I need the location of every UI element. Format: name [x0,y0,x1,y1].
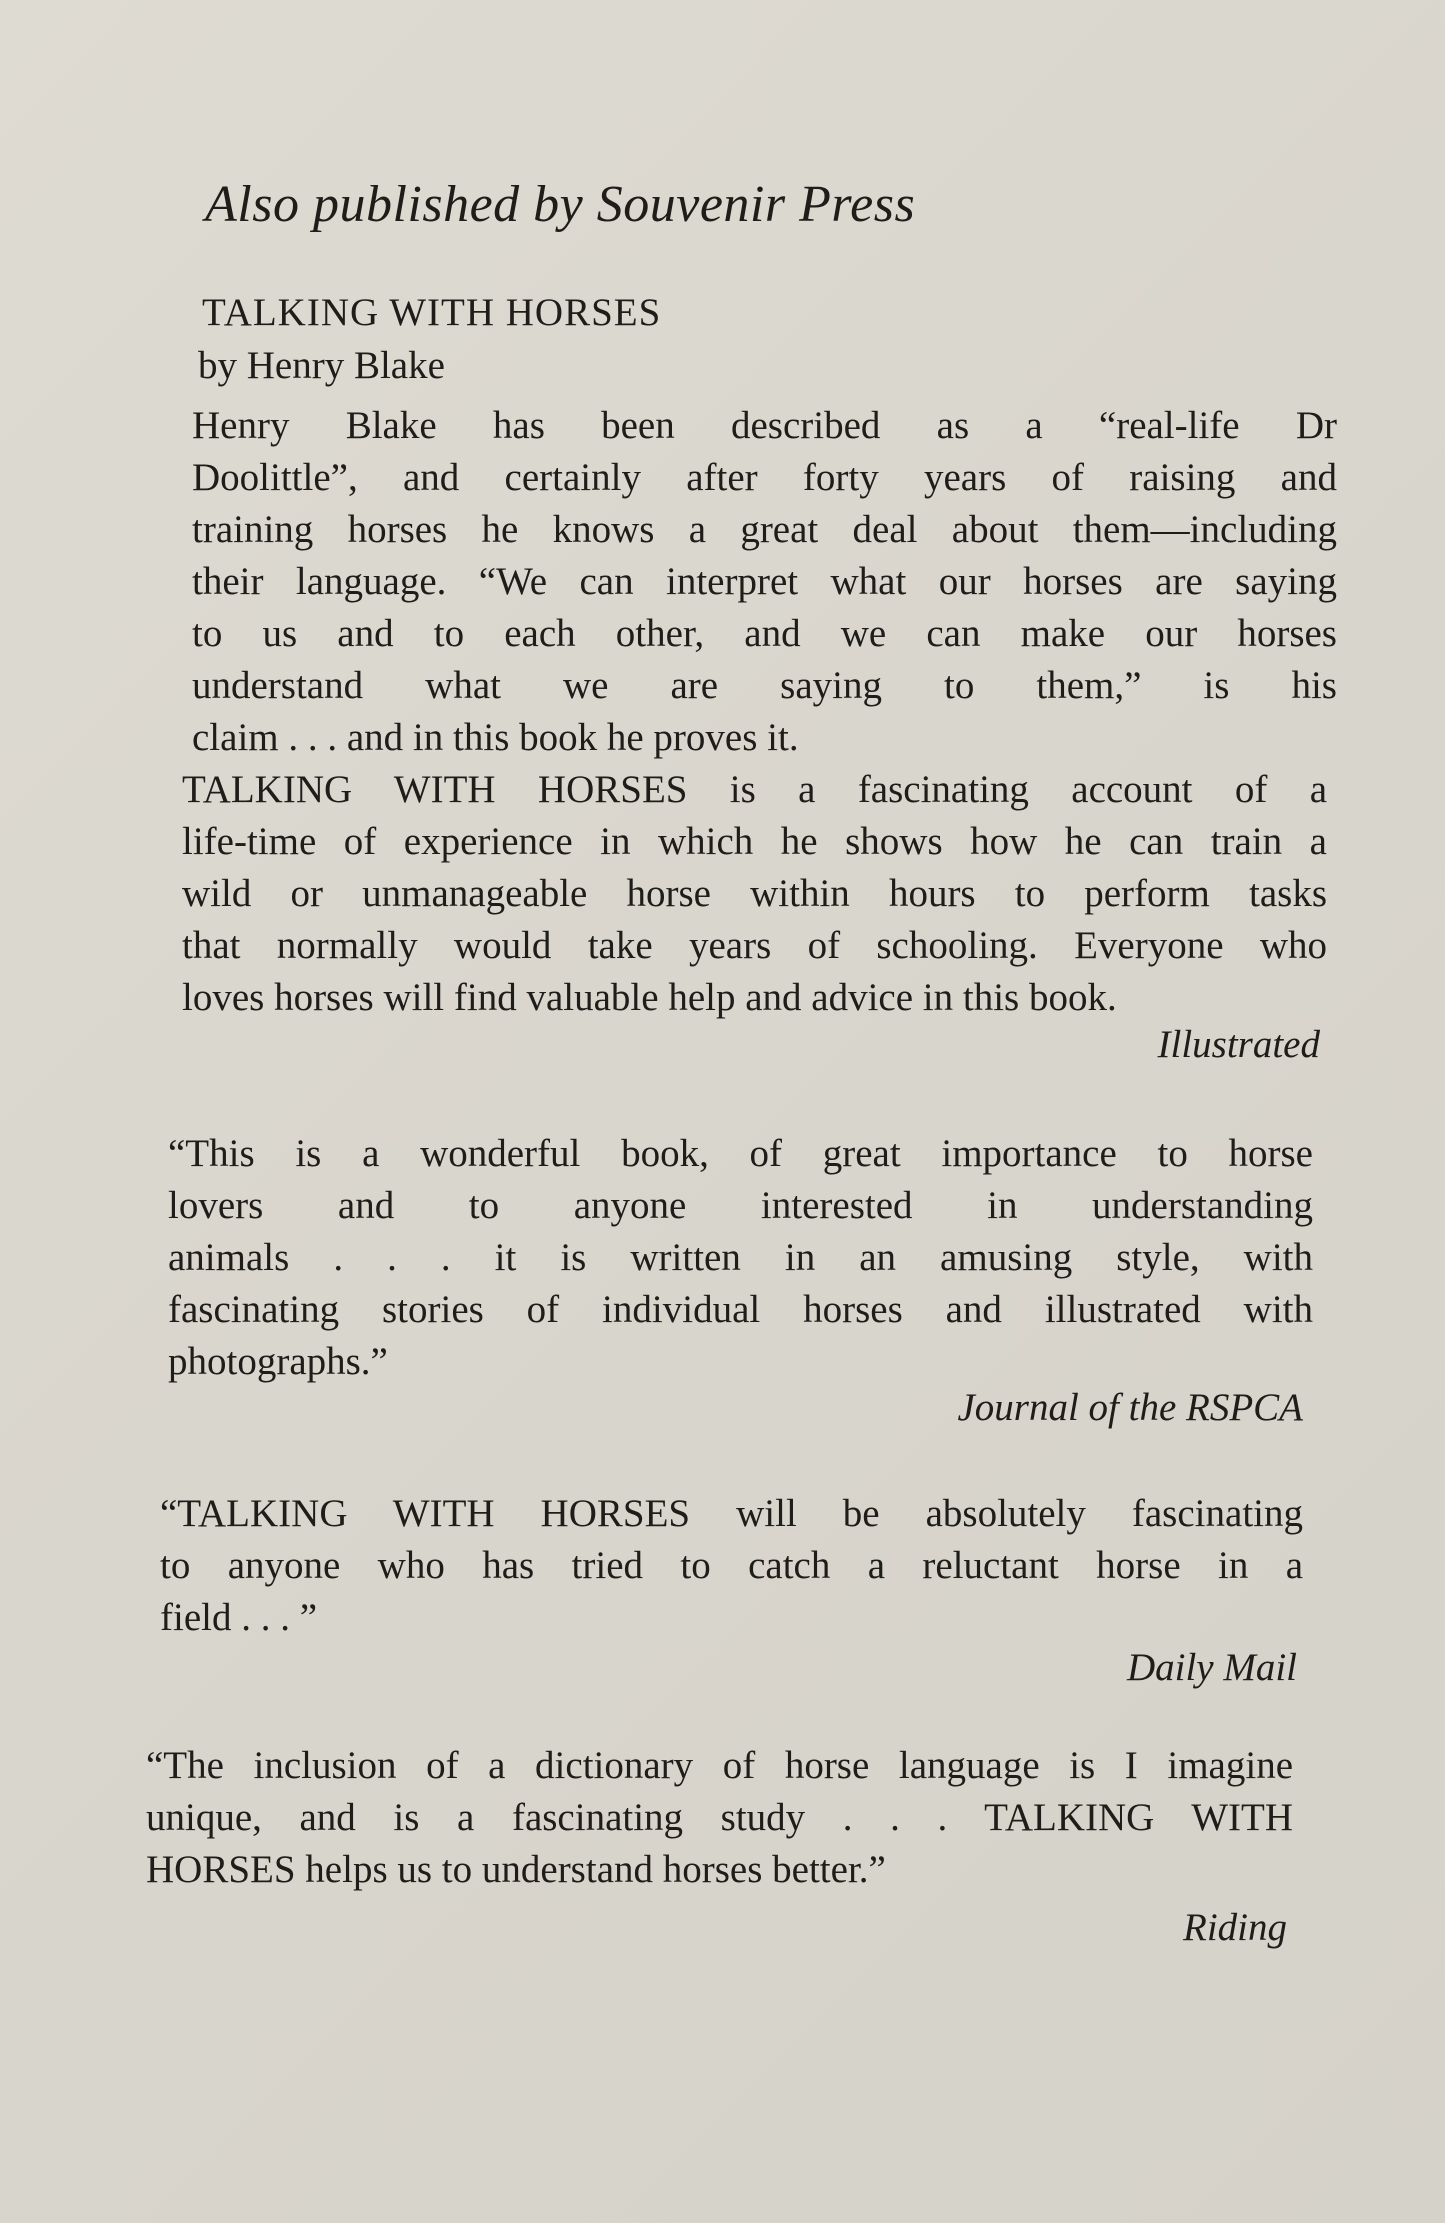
review-source-2: Daily Mail [1126,1646,1297,1689]
text-line: training horses he knows a great deal about them—including [192,508,1337,551]
text-line: HORSES helps us to understand horses better.” [146,1848,886,1891]
text-line: loves horses will find valuable help and advice in this book. [182,976,1117,1019]
book-description-paragraph-1 [192,400,1337,764]
review-source-1: Journal of the RSPCA [957,1386,1303,1429]
text-line: Doolittle”, and certainly after forty years of raising and [192,456,1337,499]
review-quote-2 [160,1488,1303,1644]
text-line: photographs.” [168,1340,388,1383]
review-quote-1 [168,1128,1313,1388]
text-line: TALKING WITH HORSES is a fascinating account of a [182,768,1327,811]
text-line: “This is a wonderful book, of great importance to horse [168,1132,1313,1175]
text-line: field . . . ” [160,1596,318,1639]
text-line: that normally would take years of schooling. Everyone who [182,924,1327,967]
book-author: by Henry Blake [198,344,445,387]
text-line: understand what we are saying to them,” is his [192,664,1337,707]
text-line: wild or unmanageable horse within hours to perform tasks [182,872,1327,915]
text-line: claim . . . and in this book he proves it. [192,716,799,759]
text-line: to anyone who has tried to catch a reluctant horse in a [160,1544,1303,1587]
illustrated-note: Illustrated [1157,1023,1320,1066]
text-line: their language. “We can interpret what our horses are saying [192,560,1337,603]
book-description-paragraph-2 [182,764,1327,1024]
review-source-3: Riding [1183,1906,1287,1949]
text-line: Henry Blake has been described as a “real-life Dr [192,404,1337,447]
text-line: life-time of experience in which he shows how he can train a [182,820,1327,863]
text-line: “The inclusion of a dictionary of horse language is I imagine [146,1744,1293,1787]
text-line: animals . . . it is written in an amusing style, with [168,1236,1313,1279]
text-line: fascinating stories of individual horses and illustrated with [168,1288,1313,1331]
page-heading: Also published by Souvenir Press [205,176,916,233]
text-line: unique, and is a fascinating study . . . TALKING WITH [146,1796,1293,1839]
text-line: to us and to each other, and we can make our horses [192,612,1337,655]
review-quote-3 [146,1740,1293,1896]
text-line: lovers and to anyone interested in understanding [168,1184,1313,1227]
book-title: TALKING WITH HORSES [202,291,662,334]
text-line: “TALKING WITH HORSES will be absolutely fascinating [160,1492,1303,1535]
